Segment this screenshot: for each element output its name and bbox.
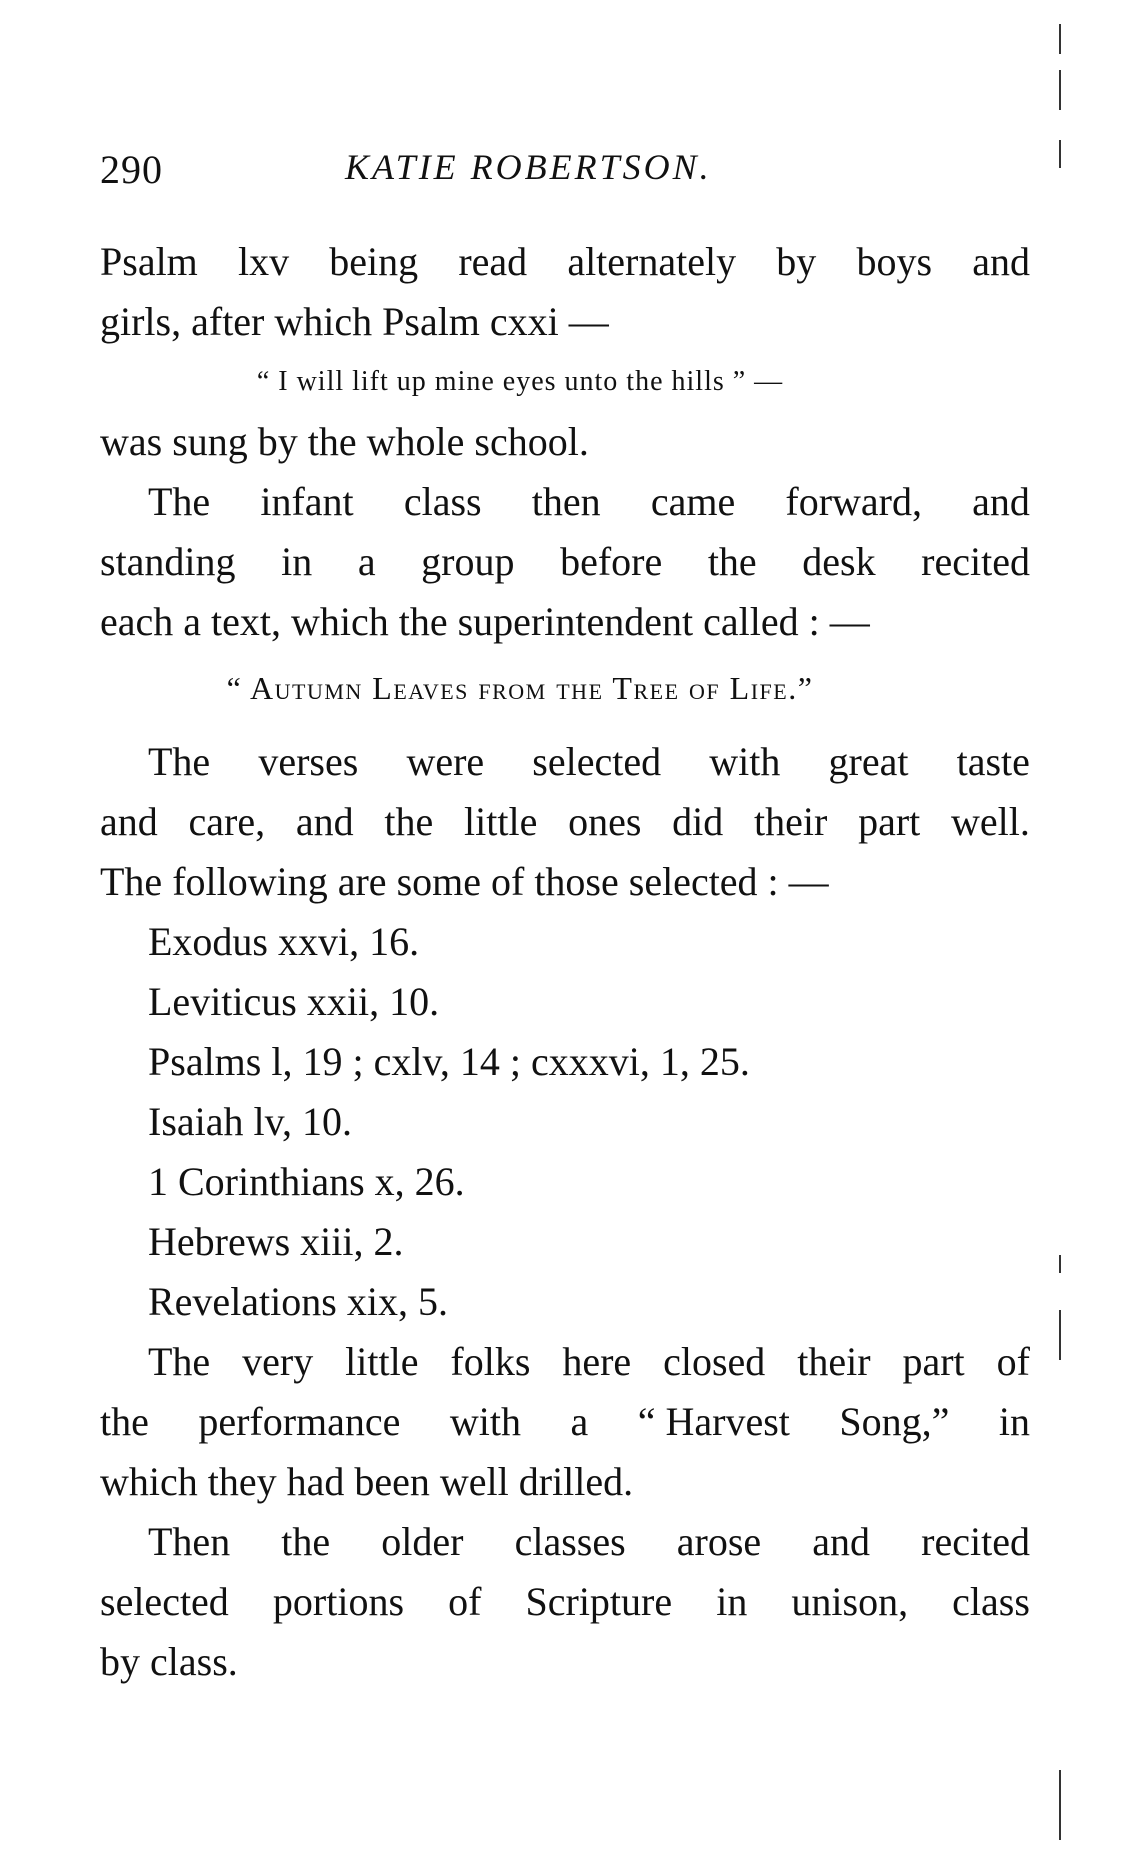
word: the xyxy=(281,1519,331,1564)
scripture-reference: Exodus xxvi, 16. xyxy=(148,919,420,964)
word: performance xyxy=(198,1399,401,1444)
scripture-reference: Hebrews xiii, 2. xyxy=(148,1219,404,1264)
word: forward, xyxy=(785,479,922,524)
word: part xyxy=(858,799,921,844)
word: lxv xyxy=(237,239,290,284)
scripture-reference: Leviticus xxii, 10. xyxy=(148,979,440,1024)
word: were xyxy=(406,739,485,784)
text-line xyxy=(100,1332,1030,1392)
word: desk xyxy=(802,539,876,584)
body-text xyxy=(100,232,1030,1692)
word: did xyxy=(672,799,724,844)
text-line xyxy=(100,232,1030,292)
text-line: which they had been well drilled. xyxy=(100,1459,634,1504)
word: The xyxy=(148,1339,211,1384)
scan-margin-marks xyxy=(1059,0,1065,1860)
word: recited xyxy=(921,539,1030,584)
word: a xyxy=(357,539,376,584)
word: before xyxy=(560,539,663,584)
word: well. xyxy=(951,799,1030,844)
scripture-reference: 1 Corinthians x, 26. xyxy=(148,1159,465,1204)
scripture-reference: Revelations xix, 5. xyxy=(148,1279,448,1324)
scripture-reference: Isaiah lv, 10. xyxy=(148,1099,353,1144)
word: The xyxy=(148,479,211,524)
word: the xyxy=(384,799,434,844)
word: the xyxy=(100,1399,149,1444)
text-line: by class. xyxy=(100,1639,238,1684)
word: Scripture xyxy=(525,1579,673,1624)
hymn-quote: “ I will lift up mine eyes unto the hills ” — xyxy=(256,366,784,397)
word: portions xyxy=(272,1579,405,1624)
word: the xyxy=(707,539,757,584)
text-line xyxy=(100,1572,1030,1632)
scripture-reference: Psalms l, 19 ; cxlv, 14 ; cxxxvi, 1, 25. xyxy=(148,1039,750,1084)
word: class xyxy=(952,1579,1030,1624)
word: recited xyxy=(921,1519,1030,1564)
word: came xyxy=(650,479,736,524)
word: boys xyxy=(856,239,933,284)
word: part xyxy=(902,1339,965,1384)
text-line: girls, after which Psalm cxxi — xyxy=(100,299,609,344)
word: being xyxy=(329,239,419,284)
collection-title-quote: “ Autumn Leaves from the Tree of Life.” xyxy=(226,670,814,706)
word: older xyxy=(381,1519,464,1564)
word: Psalm xyxy=(100,239,198,284)
word: great xyxy=(828,739,909,784)
word: group xyxy=(421,539,515,584)
word: “ Harvest xyxy=(637,1399,790,1444)
text-line xyxy=(100,1392,1030,1452)
text-line: was sung by the whole school. xyxy=(100,419,589,464)
text-line xyxy=(100,532,1030,592)
word: with xyxy=(709,739,781,784)
word: infant xyxy=(260,479,354,524)
word: read xyxy=(458,239,528,284)
word: a xyxy=(570,1399,589,1444)
word: with xyxy=(449,1399,522,1444)
word: ones xyxy=(568,799,642,844)
word: of xyxy=(448,1579,482,1624)
word: classes xyxy=(514,1519,626,1564)
word: by xyxy=(776,239,817,284)
word: in xyxy=(716,1579,748,1624)
word: Then xyxy=(148,1519,231,1564)
word: and xyxy=(100,799,158,844)
word: alternately xyxy=(567,239,737,284)
word: Song,” xyxy=(839,1399,950,1444)
word: in xyxy=(998,1399,1030,1444)
word: class xyxy=(403,479,482,524)
word: and xyxy=(972,239,1030,284)
word: The xyxy=(148,739,211,784)
word: taste xyxy=(956,739,1030,784)
text-line: The following are some of those selected : — xyxy=(100,859,829,904)
word: very xyxy=(242,1339,314,1384)
word: folks xyxy=(450,1339,531,1384)
word: their xyxy=(754,799,828,844)
word: their xyxy=(797,1339,871,1384)
text-line xyxy=(100,472,1030,532)
word: little xyxy=(345,1339,419,1384)
word: and xyxy=(295,799,354,844)
word: standing xyxy=(100,539,236,584)
running-title: KATIE ROBERTSON. xyxy=(345,147,712,187)
word: and xyxy=(812,1519,871,1564)
page-header xyxy=(100,146,820,196)
word: closed xyxy=(663,1339,766,1384)
word: then xyxy=(531,479,601,524)
word: little xyxy=(464,799,538,844)
word: in xyxy=(281,539,313,584)
text-line xyxy=(100,792,1030,852)
word: here xyxy=(562,1339,632,1384)
word: selected xyxy=(100,1579,229,1624)
word: care, xyxy=(188,799,266,844)
word: arose xyxy=(676,1519,762,1564)
text-line xyxy=(100,732,1030,792)
word: selected xyxy=(532,739,662,784)
word: of xyxy=(996,1339,1030,1384)
word: verses xyxy=(258,739,359,784)
word: unison, xyxy=(791,1579,909,1624)
page-number: 290 xyxy=(100,147,163,192)
text-line xyxy=(100,1512,1030,1572)
word: and xyxy=(972,479,1030,524)
text-line: each a text, which the superintendent called : — xyxy=(100,599,870,644)
